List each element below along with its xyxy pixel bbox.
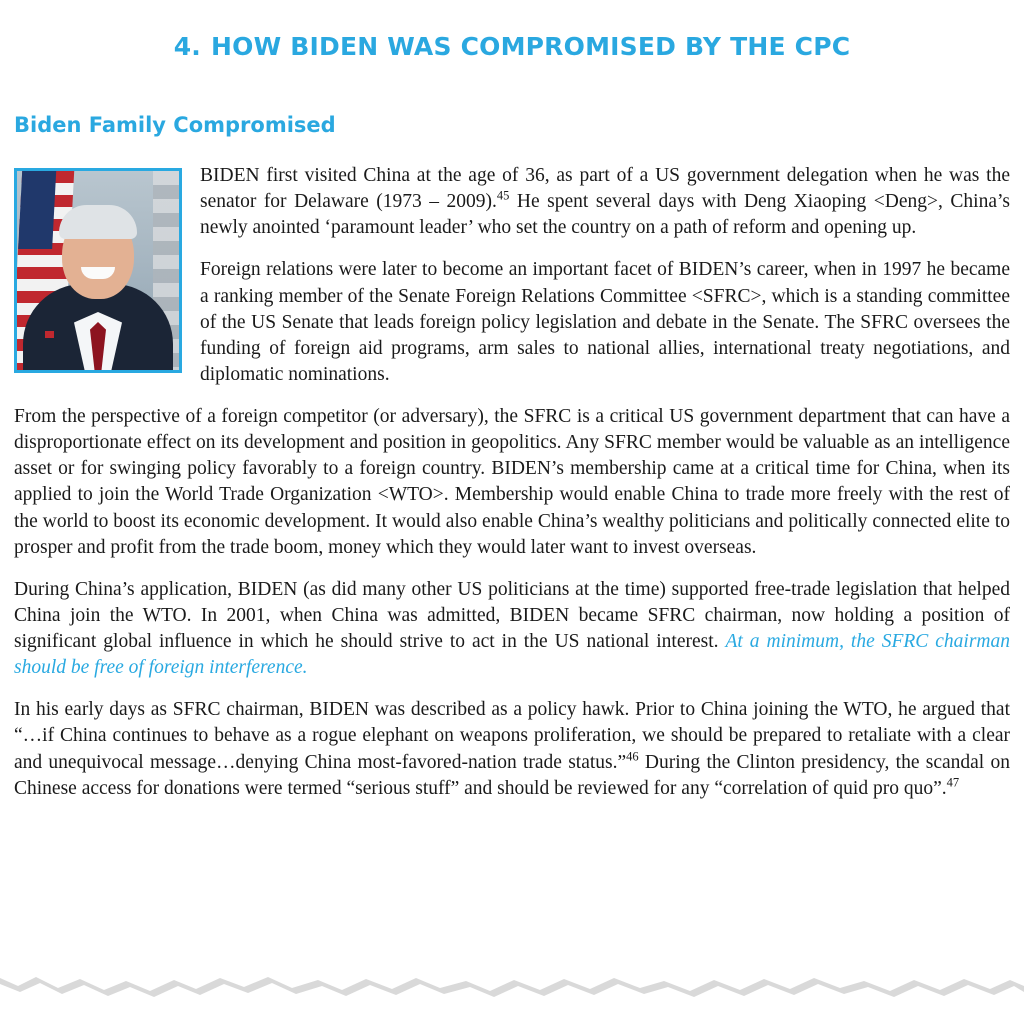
paragraph-4-emphasis: At a minimum, the SFRC chairman should be free of foreign interference. <box>14 631 1010 679</box>
footnote-ref-45: 45 <box>496 188 510 203</box>
lapel-pin <box>45 331 54 338</box>
portrait-image <box>14 168 182 373</box>
paragraph-5-text-b: During the Clinton presidency, the scandal on Chinese access for donations were termed “serious stuff” and should be reviewed for any “correlation of quid pro quo”. <box>14 751 1010 799</box>
paragraph-4-text: During China’s application, BIDEN (as did many other US politicians at the time) supported free-trade legislation that helped China join the WTO. In 2001, when China was admitted, BIDEN became SFRC chairman, now holding a position of significant global influence in which he should strive to act in the US national interest. <box>14 578 1010 652</box>
paragraph-3: From the perspective of a foreign competitor (or adversary), the SFRC is a critical US government department that can have a disproportionate effect on its development and position in geopolitics. Any SFRC member would be valuable as an intelligence asset or for swinging policy favorably to a foreign country. BIDEN’s membership came at a critical time for China, when its applied to join the World Trade Organization <WTO>. Membership would enable China to trade more freely with the rest of the world to boost its economic development. It would also enable China’s wealthy politicians and politically connected elite to prosper and profit from the trade boom, money which they would later want to invest overseas. <box>14 406 1010 558</box>
chapter-number: 4. <box>173 32 201 61</box>
footnote-ref-47: 47 <box>946 775 960 790</box>
footnote-ref-46: 46 <box>626 749 639 763</box>
paragraph-1-text-a: BIDEN first visited China at the age of 36, as part of a US government delegation when he was the senator for Delaware (1973 – 2009). <box>200 165 1010 213</box>
paragraph-2: Foreign relations were later to become an important facet of BIDEN’s career, when in 1997 he became a ranking member of the Senate Foreign Relations Committee <SFRC>, which is a standing committee of the US Senate that leads foreign policy legislation and debate in the Senate. The SFRC oversees the funding of foreign aid programs, arm sales to national allies, international treaty negotiations, and diplomatic nominations. <box>200 259 1010 385</box>
flag-canton <box>18 171 56 249</box>
paragraph-5 <box>14 697 1010 802</box>
section-heading: Biden Family Compromised <box>14 113 336 137</box>
subject-hair <box>59 205 137 239</box>
body-text-area <box>14 163 1010 802</box>
chapter-title-text: HOW BIDEN WAS COMPROMISED BY THE CPC <box>211 32 851 61</box>
paragraph-1-text-b: He spent several days with Deng Xiaoping <Deng>, China’s newly anointed ‘paramount leader’ who set the country on a path of reform and opening up. <box>200 191 1011 239</box>
document-page <box>0 32 1024 1016</box>
paragraph-4 <box>14 577 1010 682</box>
paragraph-5-text-a: In his early days as SFRC chairman, BIDEN was described as a policy hawk. Prior to China joining the WTO, he argued that “…if China continues to behave as a rogue elephant on weapons proliferation, we should be prepared to retaliate with a clear and unequivocal message…denying China most-favored-nation trade status.” <box>14 699 1010 773</box>
torn-paper-edge <box>0 972 1024 1016</box>
page-title <box>0 32 1024 61</box>
